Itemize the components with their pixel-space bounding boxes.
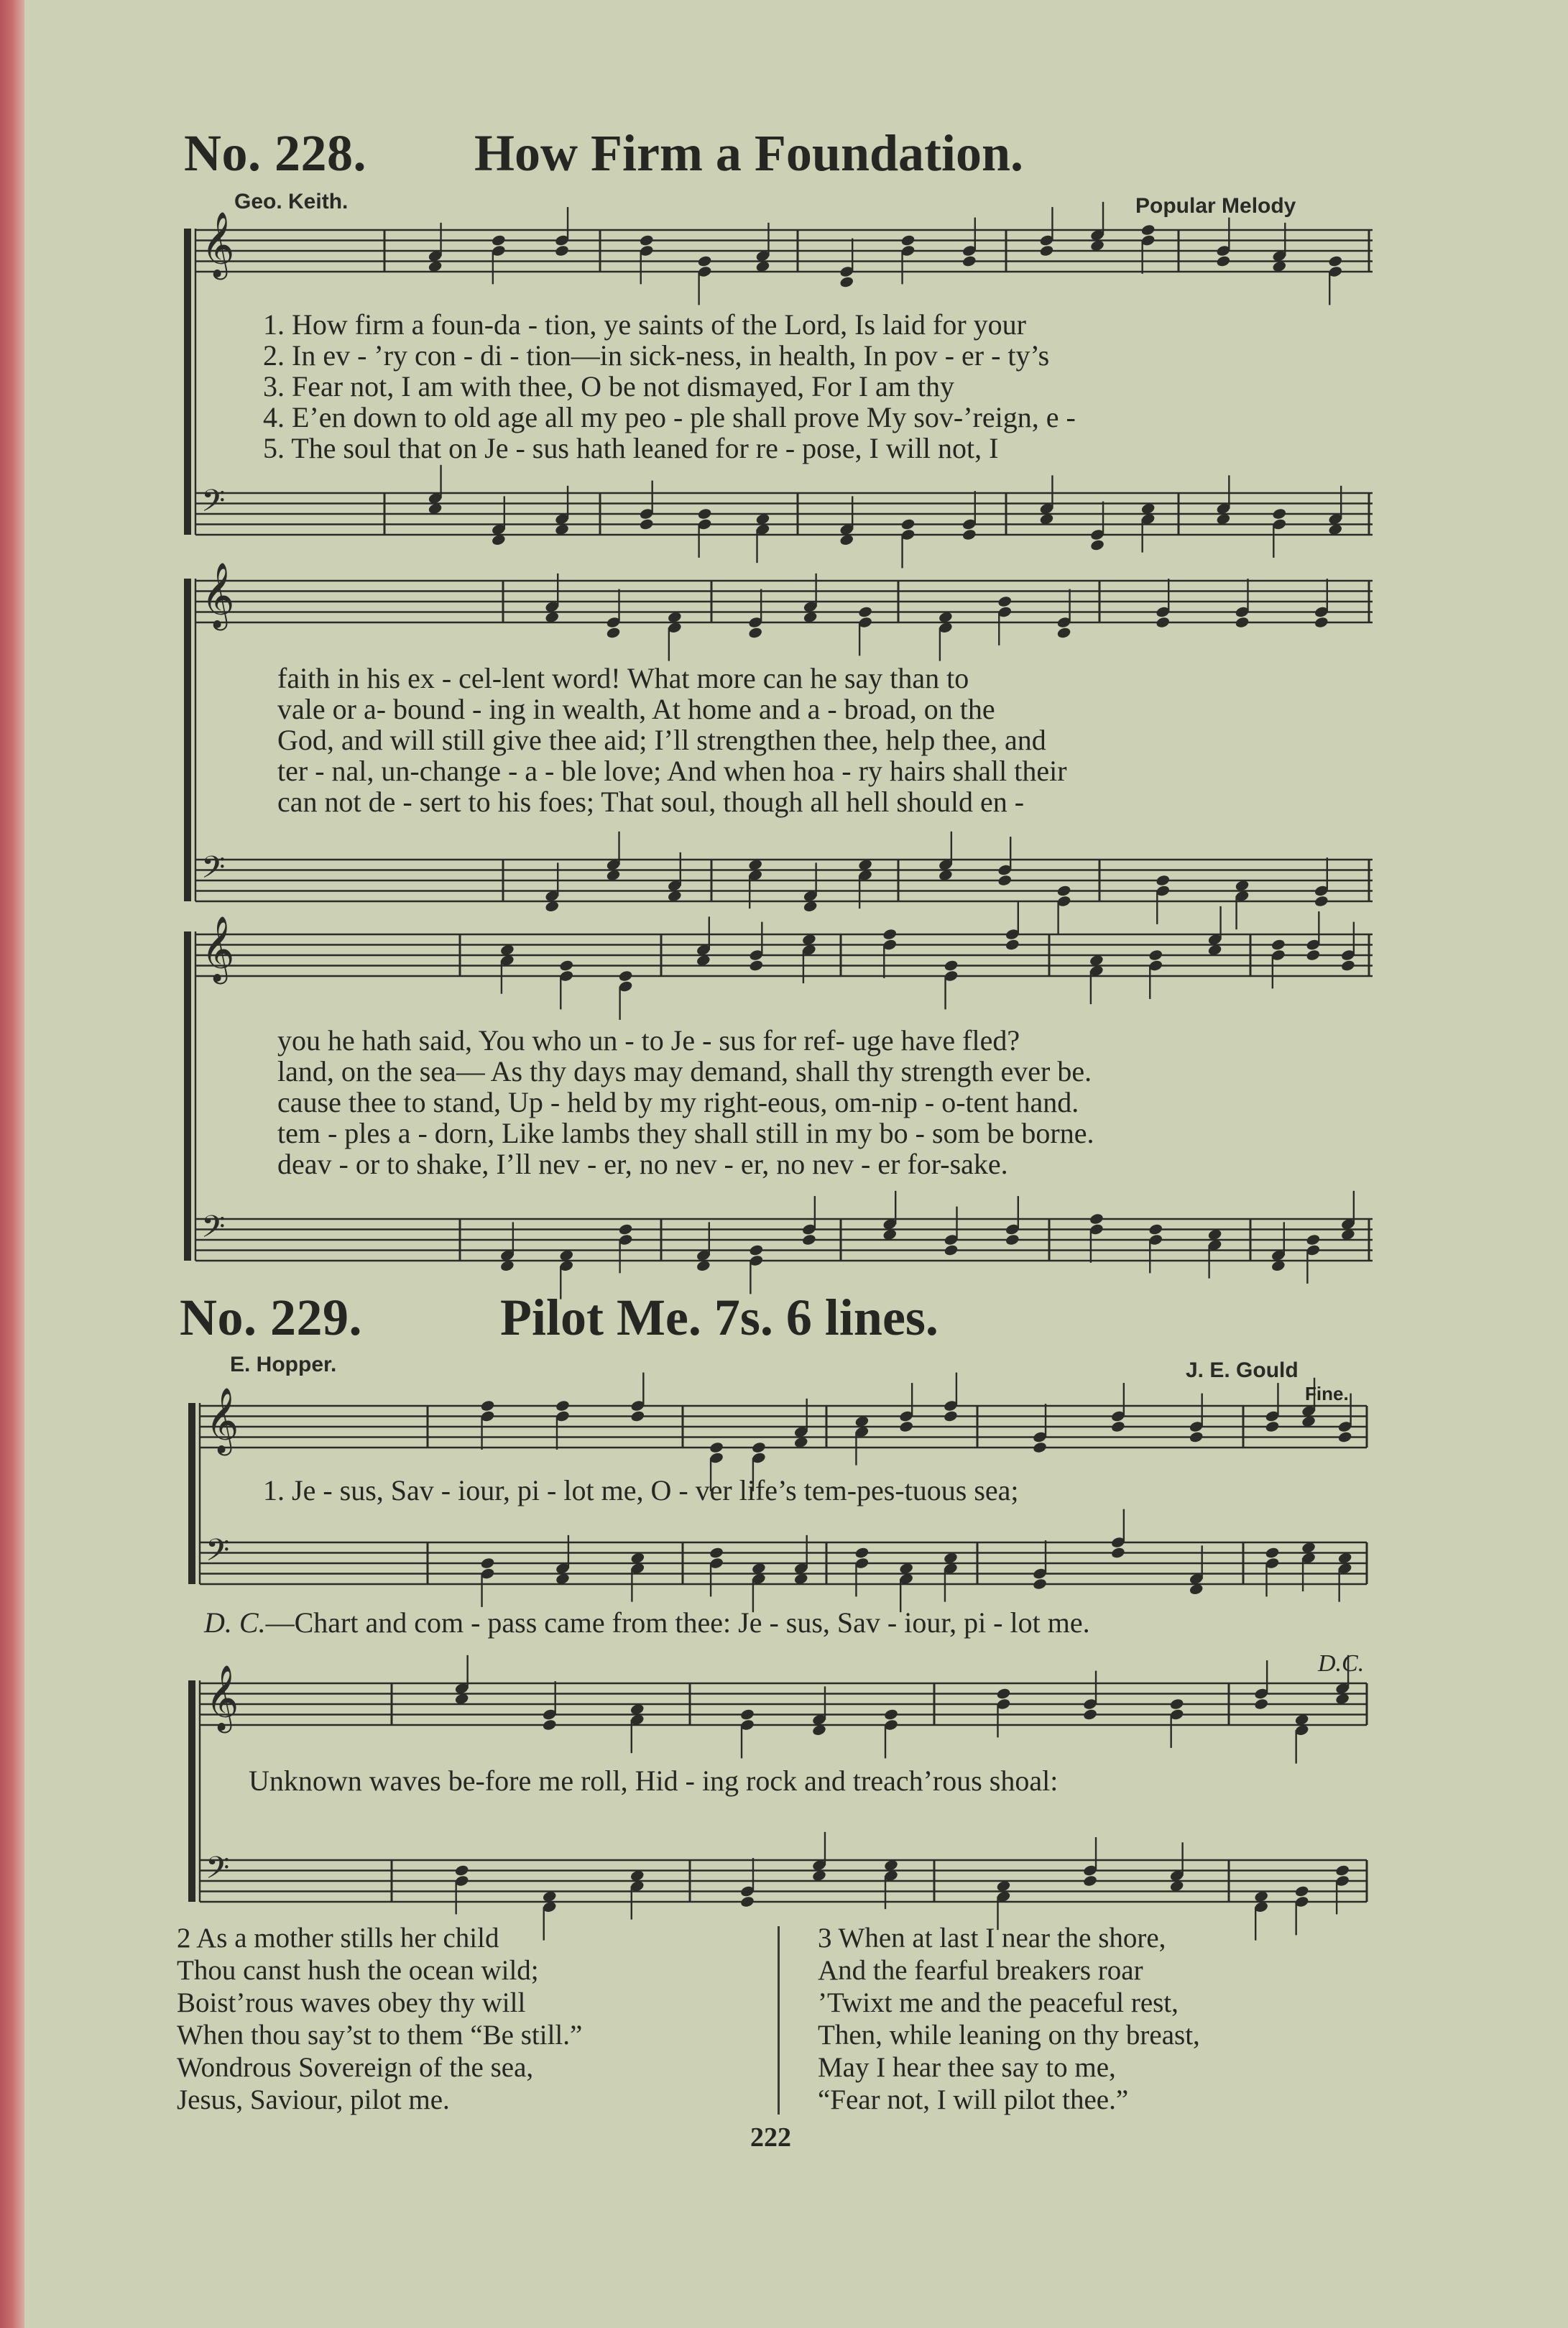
note-head: [554, 244, 569, 257]
note-head: [480, 1399, 495, 1412]
note-head: [1337, 1430, 1352, 1443]
note-head: [1082, 1874, 1097, 1887]
note-head: [749, 1243, 764, 1256]
hymn-228-author: Geo. Keith.: [234, 190, 349, 213]
note-head: [709, 1546, 724, 1559]
note-head: [943, 1409, 958, 1422]
note-head: [1294, 1885, 1309, 1897]
note-head: [1314, 895, 1329, 908]
note-head: [1270, 938, 1286, 951]
note-head: [491, 234, 506, 247]
note-head: [1056, 884, 1071, 897]
note-head: [1082, 1708, 1097, 1721]
bass-clef: 𝄢: [201, 850, 226, 893]
note-head: [944, 1243, 959, 1256]
note-head: [1265, 1420, 1280, 1433]
note-head: [751, 1441, 766, 1454]
dc-lyric: —Chart and com - pass came from thee: Je - sus, Sav - iour, pi - lot me.: [265, 1606, 1090, 1639]
stanza-line: 3 When at last I near the shore,: [818, 1923, 1166, 1954]
note-head: [1334, 1864, 1350, 1877]
note-head: [1148, 1223, 1163, 1236]
note-head: [1314, 616, 1329, 629]
note-head: [1306, 1233, 1321, 1246]
stanza-line: Boist’rous waves obey thy will: [177, 1987, 526, 2018]
bass-clef: 𝄢: [201, 483, 226, 527]
note-head: [1089, 1213, 1104, 1225]
note-head: [1148, 949, 1163, 962]
note-head: [1254, 1698, 1269, 1711]
note-head: [1005, 1233, 1020, 1246]
treble-clef: 𝄞: [206, 1387, 239, 1453]
system-brace: [184, 579, 191, 901]
note-head: [1156, 874, 1171, 887]
lyric-line: 5. The soul that on Je - sus hath leaned for re - pose, I will not, I: [263, 432, 999, 464]
system-brace: [184, 931, 191, 1261]
note-head: [1032, 1441, 1047, 1454]
note-head: [1089, 538, 1104, 551]
note-head: [900, 517, 916, 530]
stanza-3: [818, 1922, 1200, 2116]
note-head: [1032, 1578, 1047, 1591]
note-head: [709, 1441, 724, 1454]
hymn-228-lyrics-system-3: [277, 1025, 1094, 1179]
stanza-line: ’Twixt me and the peaceful rest,: [818, 1987, 1179, 2018]
bass-clef: 𝄢: [206, 1850, 230, 1894]
fine-marking: Fine.: [1305, 1383, 1349, 1404]
note-head: [899, 1420, 914, 1433]
stanza-line: Wondrous Sovereign of the sea,: [177, 2052, 534, 2083]
hymn-229-author: E. Hopper.: [230, 1353, 337, 1376]
note-head: [997, 595, 1013, 608]
note-head: [559, 959, 574, 972]
note-head: [618, 1223, 633, 1236]
note-head: [961, 254, 977, 267]
lyric-line: 4. E’en down to old age all my peo - ple shall prove My sov-’reign, e -: [263, 401, 1076, 433]
lyric-line: vale or a- bound - ing in wealth, At home and a - broad, on the: [277, 693, 995, 725]
note-head: [555, 1399, 570, 1412]
note-head: [1235, 616, 1250, 629]
note-head: [739, 1895, 755, 1908]
note-head: [606, 626, 621, 639]
note-head: [854, 1546, 870, 1559]
lyric-line: 1. How firm a foun-da - tion, ye saints of the Lord, Is laid for your: [263, 308, 1026, 341]
note-head: [542, 1719, 557, 1731]
note-head: [697, 254, 712, 267]
lyric-line: deav - or to shake, I’ll nev - er, no nev - er, no nev - er for-sake.: [277, 1148, 1008, 1180]
hymn-228-lyrics-system-1: [263, 309, 1076, 464]
system-brace: [188, 1403, 195, 1584]
stanza-line: 2 As a mother stills her child: [177, 1923, 499, 1954]
note-head: [944, 959, 959, 972]
note-head: [1216, 254, 1231, 267]
note-head: [748, 626, 763, 639]
treble-clef: 𝄞: [201, 562, 235, 628]
treble-clef: 𝄞: [201, 211, 235, 277]
note-head: [480, 1557, 495, 1570]
note-head: [1110, 1546, 1125, 1559]
page-number: 222: [750, 2122, 791, 2153]
note-head: [857, 605, 872, 618]
note-head: [961, 528, 977, 541]
note-head: [1005, 938, 1020, 951]
note-head: [882, 928, 898, 941]
lyric-line: 2. In ev - ’ry con - di - tion—in sick-ness, in health, In pov - er - ty’s: [263, 339, 1050, 372]
note-head: [997, 874, 1013, 887]
lyric-line: you he hath said, You who un - to Je - sus for ref- uge have fled?: [277, 1024, 1020, 1057]
note-head: [1306, 949, 1321, 962]
bass-clef: 𝄢: [201, 1209, 226, 1253]
lyric-line: can not de - sert to his foes; That soul, though all hell should en -: [277, 786, 1025, 818]
treble-clef: 𝄞: [201, 916, 235, 982]
note-head: [639, 234, 654, 247]
stanza-line: Jesus, Saviour, pilot me.: [177, 2084, 450, 2115]
stanza-line: And the fearful breakers roar: [818, 1955, 1143, 1986]
note-head: [749, 959, 764, 972]
bass-clef: 𝄢: [206, 1532, 230, 1576]
note-head: [1110, 1420, 1125, 1433]
note-head: [1169, 1698, 1184, 1711]
system-brace: [184, 229, 191, 535]
lyric-line: God, and will still give thee aid; I’ll strengthen thee, help thee, and: [277, 724, 1046, 756]
note-head: [1265, 1546, 1280, 1559]
hymn-229-title: Pilot Me. 7s. 6 lines.: [500, 1289, 939, 1346]
system-brace: [188, 1680, 195, 1902]
note-head: [1056, 626, 1071, 639]
hymn-229-dc-line: [204, 1607, 1090, 1638]
note-head: [697, 507, 712, 520]
note-head: [1156, 616, 1171, 629]
stanza-line: “Fear not, I will pilot thee.”: [818, 2084, 1129, 2115]
note-head: [801, 1233, 816, 1246]
hymn-229-composer: J. E. Gould: [1186, 1358, 1299, 1382]
note-head: [454, 1864, 469, 1877]
hymn-229-lyric-line-1: 1. Je - sus, Sav - iour, pi - lot me, O - ver life’s tem-pes-tuous sea;: [263, 1474, 1019, 1506]
lyric-line: land, on the sea— As thy days may demand, shall thy strength ever be.: [277, 1055, 1092, 1087]
note-head: [883, 1708, 898, 1721]
note-head: [639, 517, 654, 530]
note-head: [618, 970, 633, 983]
treble-clef: 𝄞: [206, 1665, 239, 1731]
lyric-line: ter - nal, un-change - a - ble love; And when hoa - ry hairs shall their: [277, 755, 1067, 787]
note-head: [739, 1708, 755, 1721]
stanza-line: When thou say’st to them “Be still.”: [177, 2020, 583, 2051]
stanza-line: Thou canst hush the ocean wild;: [177, 1955, 539, 1986]
dc-label: D. C.: [204, 1606, 266, 1639]
note-head: [1340, 959, 1355, 972]
hymn-228-lyrics-system-2: [277, 663, 1067, 817]
lyric-line: tem - ples a - dorn, Like lambs they shall still in my bo - som be borne.: [277, 1117, 1094, 1149]
stanza-divider: [778, 1926, 780, 2115]
note-head: [630, 1409, 645, 1422]
hymn-228-title: How Firm a Foundation.: [474, 124, 1024, 182]
note-head: [1140, 224, 1156, 236]
lyric-line: 3. Fear not, I am with thee, O be not dismayed, For I am thy: [263, 370, 955, 402]
hymn-228-number: No. 228.: [184, 124, 366, 182]
note-head: [1272, 507, 1287, 520]
note-head: [900, 234, 916, 247]
hymn-229-lyric-line-2: Unknown waves be-fore me roll, Hid - ing rock and treach’rous shoal:: [249, 1765, 1059, 1797]
stanza-line: Then, while leaning on thy breast,: [818, 2020, 1200, 2051]
note-head: [996, 1687, 1011, 1700]
stanza-line: May I hear thee say to me,: [818, 2052, 1116, 2083]
lyric-line: faith in his ex - cel-lent word! What more can he say than to: [277, 662, 969, 694]
dc-mark: D.C.: [1318, 1650, 1365, 1677]
note-head: [1328, 254, 1343, 267]
hymn-228-composer: Popular Melody: [1135, 194, 1296, 218]
lyric-line: cause thee to stand, Up - held by my right-eous, om-nip - o-tent hand.: [277, 1086, 1079, 1118]
hymn-229-number: No. 229.: [180, 1289, 362, 1346]
note-head: [839, 275, 854, 288]
note-head: [1039, 244, 1054, 257]
stanza-2: [177, 1922, 582, 2116]
note-head: [1189, 1430, 1204, 1443]
